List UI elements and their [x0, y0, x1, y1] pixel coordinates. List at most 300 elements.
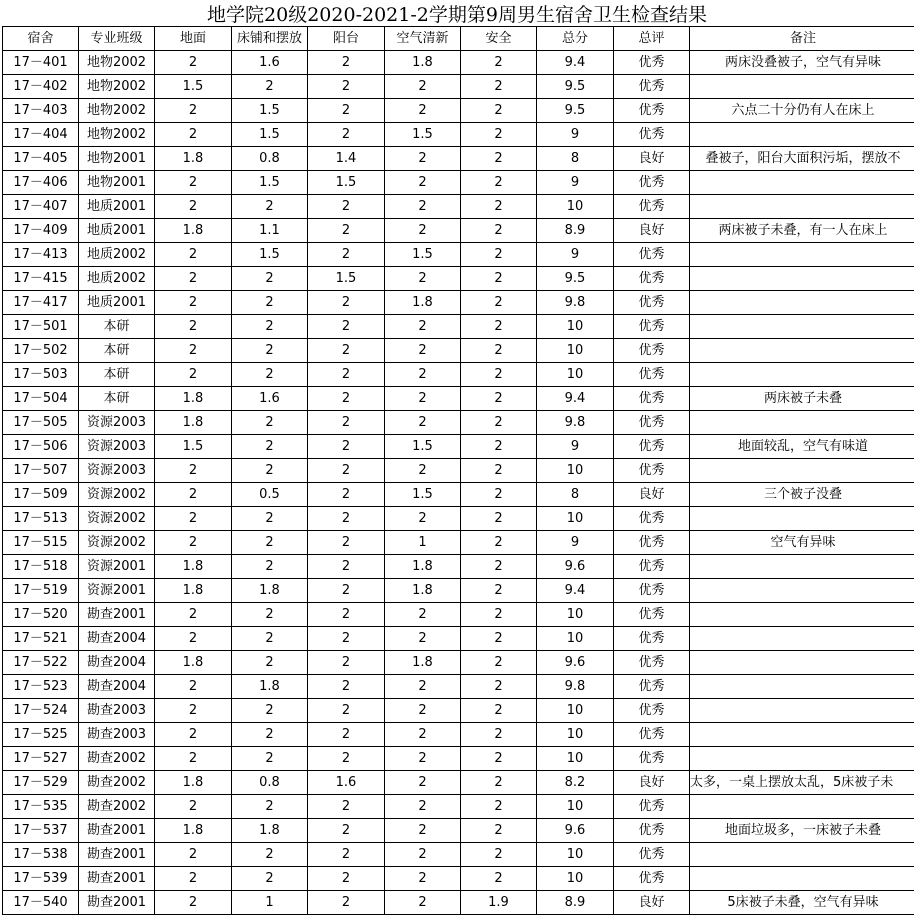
bed-score-cell[interactable]: 2: [232, 363, 308, 387]
total-score-cell[interactable]: 9.8: [537, 411, 614, 435]
balcony-score-cell[interactable]: 2: [308, 819, 385, 843]
air-score-cell[interactable]: 1.5: [385, 483, 461, 507]
air-score-cell[interactable]: 1.8: [385, 51, 461, 75]
rating-cell[interactable]: 优秀: [614, 507, 690, 531]
balcony-score-cell[interactable]: 2: [308, 579, 385, 603]
dorm-cell[interactable]: 17－503: [3, 363, 79, 387]
total-score-cell[interactable]: 10: [537, 195, 614, 219]
remarks-cell[interactable]: 两床被子未叠，有一人在床上: [690, 219, 914, 243]
rating-cell[interactable]: 优秀: [614, 411, 690, 435]
bed-score-cell[interactable]: 2: [232, 603, 308, 627]
dorm-cell[interactable]: 17－540: [3, 891, 79, 915]
air-score-cell[interactable]: 2: [385, 147, 461, 171]
bed-score-cell[interactable]: 1.6: [232, 387, 308, 411]
rating-cell[interactable]: 优秀: [614, 123, 690, 147]
class-cell[interactable]: 勘查2004: [79, 651, 155, 675]
air-score-cell[interactable]: 2: [385, 843, 461, 867]
bed-score-cell[interactable]: 0.8: [232, 147, 308, 171]
safety-score-cell[interactable]: 2: [461, 315, 537, 339]
header-cell-total[interactable]: 总分: [537, 27, 614, 51]
remarks-cell[interactable]: 叠被子，阳台大面积污垢，摆放不: [690, 147, 914, 171]
safety-score-cell[interactable]: 2: [461, 147, 537, 171]
floor-score-cell[interactable]: 2: [155, 51, 232, 75]
header-cell-floor[interactable]: 地面: [155, 27, 232, 51]
safety-score-cell[interactable]: 2: [461, 747, 537, 771]
safety-score-cell[interactable]: 2: [461, 171, 537, 195]
air-score-cell[interactable]: 2: [385, 195, 461, 219]
remarks-cell[interactable]: [690, 507, 914, 531]
class-cell[interactable]: 本研: [79, 363, 155, 387]
balcony-score-cell[interactable]: 1.5: [308, 267, 385, 291]
total-score-cell[interactable]: 10: [537, 843, 614, 867]
bed-score-cell[interactable]: 1.8: [232, 579, 308, 603]
rating-cell[interactable]: 优秀: [614, 627, 690, 651]
safety-score-cell[interactable]: 2: [461, 243, 537, 267]
air-score-cell[interactable]: 2: [385, 339, 461, 363]
safety-score-cell[interactable]: 2: [461, 291, 537, 315]
bed-score-cell[interactable]: 2: [232, 291, 308, 315]
class-cell[interactable]: 勘查2003: [79, 723, 155, 747]
dorm-cell[interactable]: 17－405: [3, 147, 79, 171]
floor-score-cell[interactable]: 2: [155, 339, 232, 363]
balcony-score-cell[interactable]: 2: [308, 723, 385, 747]
safety-score-cell[interactable]: 2: [461, 411, 537, 435]
total-score-cell[interactable]: 10: [537, 315, 614, 339]
header-cell-safety[interactable]: 安全: [461, 27, 537, 51]
floor-score-cell[interactable]: 1.5: [155, 75, 232, 99]
safety-score-cell[interactable]: 2: [461, 387, 537, 411]
floor-score-cell[interactable]: 2: [155, 459, 232, 483]
rating-cell[interactable]: 优秀: [614, 795, 690, 819]
air-score-cell[interactable]: 1.5: [385, 243, 461, 267]
remarks-cell[interactable]: [690, 75, 914, 99]
air-score-cell[interactable]: 2: [385, 603, 461, 627]
bed-score-cell[interactable]: 2: [232, 459, 308, 483]
total-score-cell[interactable]: 9.5: [537, 99, 614, 123]
bed-score-cell[interactable]: 1.5: [232, 99, 308, 123]
balcony-score-cell[interactable]: 2: [308, 555, 385, 579]
safety-score-cell[interactable]: 2: [461, 675, 537, 699]
class-cell[interactable]: 地物2001: [79, 171, 155, 195]
floor-score-cell[interactable]: 2: [155, 195, 232, 219]
safety-score-cell[interactable]: 2: [461, 795, 537, 819]
bed-score-cell[interactable]: 2: [232, 795, 308, 819]
bed-score-cell[interactable]: 2: [232, 723, 308, 747]
balcony-score-cell[interactable]: 2: [308, 51, 385, 75]
air-score-cell[interactable]: 2: [385, 795, 461, 819]
total-score-cell[interactable]: 9.6: [537, 555, 614, 579]
balcony-score-cell[interactable]: 2: [308, 315, 385, 339]
remarks-cell[interactable]: [690, 747, 914, 771]
balcony-score-cell[interactable]: 2: [308, 891, 385, 915]
class-cell[interactable]: 勘查2001: [79, 819, 155, 843]
class-cell[interactable]: 勘查2002: [79, 747, 155, 771]
header-cell-balcony[interactable]: 阳台: [308, 27, 385, 51]
dorm-cell[interactable]: 17－401: [3, 51, 79, 75]
air-score-cell[interactable]: 2: [385, 747, 461, 771]
floor-score-cell[interactable]: 2: [155, 627, 232, 651]
remarks-cell[interactable]: [690, 699, 914, 723]
total-score-cell[interactable]: 10: [537, 723, 614, 747]
rating-cell[interactable]: 优秀: [614, 555, 690, 579]
total-score-cell[interactable]: 9.4: [537, 579, 614, 603]
class-cell[interactable]: 地质2001: [79, 291, 155, 315]
floor-score-cell[interactable]: 1.5: [155, 435, 232, 459]
class-cell[interactable]: 地物2002: [79, 75, 155, 99]
remarks-cell[interactable]: [690, 195, 914, 219]
air-score-cell[interactable]: 2: [385, 675, 461, 699]
balcony-score-cell[interactable]: 1.4: [308, 147, 385, 171]
remarks-cell[interactable]: [690, 339, 914, 363]
air-score-cell[interactable]: 2: [385, 99, 461, 123]
safety-score-cell[interactable]: 2: [461, 507, 537, 531]
safety-score-cell[interactable]: 2: [461, 627, 537, 651]
dorm-cell[interactable]: 17－501: [3, 315, 79, 339]
remarks-cell[interactable]: [690, 795, 914, 819]
floor-score-cell[interactable]: 2: [155, 699, 232, 723]
rating-cell[interactable]: 良好: [614, 147, 690, 171]
floor-score-cell[interactable]: 2: [155, 291, 232, 315]
remarks-cell[interactable]: [690, 123, 914, 147]
class-cell[interactable]: 地物2002: [79, 99, 155, 123]
total-score-cell[interactable]: 10: [537, 507, 614, 531]
balcony-score-cell[interactable]: 2: [308, 531, 385, 555]
bed-score-cell[interactable]: 2: [232, 843, 308, 867]
dorm-cell[interactable]: 17－523: [3, 675, 79, 699]
dorm-cell[interactable]: 17－515: [3, 531, 79, 555]
rating-cell[interactable]: 优秀: [614, 339, 690, 363]
balcony-score-cell[interactable]: 2: [308, 387, 385, 411]
total-score-cell[interactable]: 10: [537, 747, 614, 771]
bed-score-cell[interactable]: 1.5: [232, 243, 308, 267]
floor-score-cell[interactable]: 2: [155, 867, 232, 891]
safety-score-cell[interactable]: 2: [461, 483, 537, 507]
rating-cell[interactable]: 优秀: [614, 363, 690, 387]
remarks-cell[interactable]: 两床被子未叠: [690, 387, 914, 411]
bed-score-cell[interactable]: 2: [232, 531, 308, 555]
remarks-cell[interactable]: [690, 363, 914, 387]
floor-score-cell[interactable]: 2: [155, 891, 232, 915]
floor-score-cell[interactable]: 2: [155, 795, 232, 819]
balcony-score-cell[interactable]: 2: [308, 483, 385, 507]
bed-score-cell[interactable]: 2: [232, 315, 308, 339]
air-score-cell[interactable]: 1.5: [385, 435, 461, 459]
remarks-cell[interactable]: [690, 723, 914, 747]
remarks-cell[interactable]: [690, 411, 914, 435]
class-cell[interactable]: 勘查2001: [79, 891, 155, 915]
bed-score-cell[interactable]: 2: [232, 267, 308, 291]
rating-cell[interactable]: 优秀: [614, 723, 690, 747]
class-cell[interactable]: 地质2001: [79, 195, 155, 219]
class-cell[interactable]: 本研: [79, 339, 155, 363]
air-score-cell[interactable]: 1.8: [385, 579, 461, 603]
balcony-score-cell[interactable]: 2: [308, 795, 385, 819]
balcony-score-cell[interactable]: 2: [308, 291, 385, 315]
balcony-score-cell[interactable]: 2: [308, 699, 385, 723]
safety-score-cell[interactable]: 2: [461, 195, 537, 219]
sheet-title[interactable]: 地学院20级2020-2021-2学期第9周男生宿舍卫生检查结果: [207, 3, 707, 26]
rating-cell[interactable]: 优秀: [614, 867, 690, 891]
dorm-cell[interactable]: 17－527: [3, 747, 79, 771]
remarks-cell[interactable]: [690, 555, 914, 579]
rating-cell[interactable]: 优秀: [614, 579, 690, 603]
class-cell[interactable]: 资源2002: [79, 483, 155, 507]
air-score-cell[interactable]: 1.8: [385, 651, 461, 675]
balcony-score-cell[interactable]: 2: [308, 195, 385, 219]
safety-score-cell[interactable]: 2: [461, 771, 537, 795]
remarks-cell[interactable]: [690, 579, 914, 603]
dorm-cell[interactable]: 17－539: [3, 867, 79, 891]
dorm-cell[interactable]: 17－413: [3, 243, 79, 267]
bed-score-cell[interactable]: 2: [232, 699, 308, 723]
balcony-score-cell[interactable]: 2: [308, 75, 385, 99]
balcony-score-cell[interactable]: 1.5: [308, 171, 385, 195]
safety-score-cell[interactable]: 2: [461, 363, 537, 387]
total-score-cell[interactable]: 10: [537, 627, 614, 651]
total-score-cell[interactable]: 10: [537, 459, 614, 483]
balcony-score-cell[interactable]: 2: [308, 99, 385, 123]
bed-score-cell[interactable]: 2: [232, 507, 308, 531]
rating-cell[interactable]: 优秀: [614, 819, 690, 843]
rating-cell[interactable]: 良好: [614, 771, 690, 795]
air-score-cell[interactable]: 2: [385, 363, 461, 387]
dorm-cell[interactable]: 17－504: [3, 387, 79, 411]
air-score-cell[interactable]: 2: [385, 219, 461, 243]
rating-cell[interactable]: 优秀: [614, 195, 690, 219]
floor-score-cell[interactable]: 2: [155, 675, 232, 699]
dorm-cell[interactable]: 17－415: [3, 267, 79, 291]
floor-score-cell[interactable]: 2: [155, 843, 232, 867]
remarks-cell[interactable]: 六点二十分仍有人在床上: [690, 99, 914, 123]
balcony-score-cell[interactable]: 2: [308, 627, 385, 651]
header-cell-remarks[interactable]: 备注: [690, 27, 914, 51]
floor-score-cell[interactable]: 1.8: [155, 651, 232, 675]
safety-score-cell[interactable]: 2: [461, 339, 537, 363]
safety-score-cell[interactable]: 2: [461, 723, 537, 747]
floor-score-cell[interactable]: 2: [155, 507, 232, 531]
floor-score-cell[interactable]: 2: [155, 531, 232, 555]
bed-score-cell[interactable]: 2: [232, 339, 308, 363]
safety-score-cell[interactable]: 2: [461, 843, 537, 867]
class-cell[interactable]: 资源2001: [79, 555, 155, 579]
floor-score-cell[interactable]: 2: [155, 603, 232, 627]
class-cell[interactable]: 资源2001: [79, 579, 155, 603]
remarks-cell[interactable]: [690, 315, 914, 339]
rating-cell[interactable]: 优秀: [614, 675, 690, 699]
floor-score-cell[interactable]: 1.8: [155, 219, 232, 243]
dorm-cell[interactable]: 17－505: [3, 411, 79, 435]
bed-score-cell[interactable]: 1.8: [232, 675, 308, 699]
class-cell[interactable]: 勘查2002: [79, 771, 155, 795]
balcony-score-cell[interactable]: 2: [308, 867, 385, 891]
dorm-cell[interactable]: 17－406: [3, 171, 79, 195]
bed-score-cell[interactable]: 0.5: [232, 483, 308, 507]
safety-score-cell[interactable]: 2: [461, 459, 537, 483]
remarks-cell[interactable]: [690, 243, 914, 267]
air-score-cell[interactable]: 2: [385, 771, 461, 795]
air-score-cell[interactable]: 2: [385, 267, 461, 291]
balcony-score-cell[interactable]: 1.6: [308, 771, 385, 795]
floor-score-cell[interactable]: 2: [155, 243, 232, 267]
total-score-cell[interactable]: 9: [537, 243, 614, 267]
total-score-cell[interactable]: 10: [537, 795, 614, 819]
floor-score-cell[interactable]: 1.8: [155, 579, 232, 603]
floor-score-cell[interactable]: 2: [155, 723, 232, 747]
balcony-score-cell[interactable]: 2: [308, 339, 385, 363]
class-cell[interactable]: 资源2002: [79, 507, 155, 531]
floor-score-cell[interactable]: 2: [155, 267, 232, 291]
total-score-cell[interactable]: 10: [537, 603, 614, 627]
header-cell-dorm[interactable]: 宿舍: [3, 27, 79, 51]
class-cell[interactable]: 勘查2004: [79, 675, 155, 699]
air-score-cell[interactable]: 2: [385, 627, 461, 651]
rating-cell[interactable]: 优秀: [614, 51, 690, 75]
safety-score-cell[interactable]: 2: [461, 267, 537, 291]
total-score-cell[interactable]: 10: [537, 363, 614, 387]
balcony-score-cell[interactable]: 2: [308, 603, 385, 627]
remarks-cell[interactable]: [690, 459, 914, 483]
safety-score-cell[interactable]: 2: [461, 579, 537, 603]
rating-cell[interactable]: 良好: [614, 891, 690, 915]
dorm-cell[interactable]: 17－407: [3, 195, 79, 219]
class-cell[interactable]: 勘查2003: [79, 699, 155, 723]
rating-cell[interactable]: 优秀: [614, 75, 690, 99]
class-cell[interactable]: 本研: [79, 315, 155, 339]
class-cell[interactable]: 地质2002: [79, 267, 155, 291]
total-score-cell[interactable]: 9: [537, 531, 614, 555]
class-cell[interactable]: 勘查2001: [79, 843, 155, 867]
header-cell-air[interactable]: 空气清新: [385, 27, 461, 51]
air-score-cell[interactable]: 2: [385, 819, 461, 843]
bed-score-cell[interactable]: 1: [232, 891, 308, 915]
balcony-score-cell[interactable]: 2: [308, 243, 385, 267]
rating-cell[interactable]: 优秀: [614, 699, 690, 723]
floor-score-cell[interactable]: 1.8: [155, 387, 232, 411]
remarks-cell[interactable]: [690, 675, 914, 699]
balcony-score-cell[interactable]: 2: [308, 507, 385, 531]
bed-score-cell[interactable]: 2: [232, 195, 308, 219]
floor-score-cell[interactable]: 2: [155, 747, 232, 771]
dorm-cell[interactable]: 17－509: [3, 483, 79, 507]
class-cell[interactable]: 资源2002: [79, 531, 155, 555]
safety-score-cell[interactable]: 2: [461, 819, 537, 843]
dorm-cell[interactable]: 17－521: [3, 627, 79, 651]
floor-score-cell[interactable]: 1.8: [155, 819, 232, 843]
bed-score-cell[interactable]: 2: [232, 555, 308, 579]
safety-score-cell[interactable]: 2: [461, 531, 537, 555]
balcony-score-cell[interactable]: 2: [308, 219, 385, 243]
class-cell[interactable]: 本研: [79, 387, 155, 411]
class-cell[interactable]: 勘查2001: [79, 867, 155, 891]
balcony-score-cell[interactable]: 2: [308, 675, 385, 699]
class-cell[interactable]: 地质2001: [79, 219, 155, 243]
total-score-cell[interactable]: 10: [537, 339, 614, 363]
air-score-cell[interactable]: 2: [385, 867, 461, 891]
total-score-cell[interactable]: 9.8: [537, 291, 614, 315]
air-score-cell[interactable]: 2: [385, 75, 461, 99]
class-cell[interactable]: 勘查2001: [79, 603, 155, 627]
rating-cell[interactable]: 优秀: [614, 435, 690, 459]
dorm-cell[interactable]: 17－535: [3, 795, 79, 819]
air-score-cell[interactable]: 2: [385, 315, 461, 339]
rating-cell[interactable]: 优秀: [614, 99, 690, 123]
safety-score-cell[interactable]: 2: [461, 219, 537, 243]
air-score-cell[interactable]: 2: [385, 387, 461, 411]
header-cell-rating[interactable]: 总评: [614, 27, 690, 51]
balcony-score-cell[interactable]: 2: [308, 843, 385, 867]
safety-score-cell[interactable]: 2: [461, 123, 537, 147]
class-cell[interactable]: 勘查2004: [79, 627, 155, 651]
dorm-cell[interactable]: 17－417: [3, 291, 79, 315]
dorm-cell[interactable]: 17－402: [3, 75, 79, 99]
rating-cell[interactable]: 优秀: [614, 747, 690, 771]
dorm-cell[interactable]: 17－538: [3, 843, 79, 867]
air-score-cell[interactable]: 2: [385, 723, 461, 747]
remarks-cell[interactable]: 地面垃圾多，一床被子未叠: [690, 819, 914, 843]
balcony-score-cell[interactable]: 2: [308, 651, 385, 675]
total-score-cell[interactable]: 9.6: [537, 651, 614, 675]
total-score-cell[interactable]: 8.9: [537, 219, 614, 243]
remarks-cell[interactable]: 地面较乱，空气有味道: [690, 435, 914, 459]
bed-score-cell[interactable]: 2: [232, 651, 308, 675]
dorm-cell[interactable]: 17－502: [3, 339, 79, 363]
safety-score-cell[interactable]: 2: [461, 435, 537, 459]
class-cell[interactable]: 地质2002: [79, 243, 155, 267]
remarks-cell[interactable]: [690, 651, 914, 675]
remarks-cell[interactable]: [690, 267, 914, 291]
total-score-cell[interactable]: 10: [537, 867, 614, 891]
total-score-cell[interactable]: 9.4: [537, 387, 614, 411]
safety-score-cell[interactable]: 2: [461, 99, 537, 123]
dorm-cell[interactable]: 17－522: [3, 651, 79, 675]
dorm-cell[interactable]: 17－507: [3, 459, 79, 483]
bed-score-cell[interactable]: 1.5: [232, 123, 308, 147]
floor-score-cell[interactable]: 2: [155, 363, 232, 387]
dorm-cell[interactable]: 17－518: [3, 555, 79, 579]
bed-score-cell[interactable]: 2: [232, 411, 308, 435]
floor-score-cell[interactable]: 1.8: [155, 771, 232, 795]
balcony-score-cell[interactable]: 2: [308, 459, 385, 483]
rating-cell[interactable]: 优秀: [614, 291, 690, 315]
dorm-cell[interactable]: 17－409: [3, 219, 79, 243]
remarks-cell[interactable]: 5床被子未叠，空气有异味: [690, 891, 914, 915]
air-score-cell[interactable]: 2: [385, 699, 461, 723]
rating-cell[interactable]: 优秀: [614, 387, 690, 411]
floor-score-cell[interactable]: 2: [155, 315, 232, 339]
remarks-cell[interactable]: 三个被子没叠: [690, 483, 914, 507]
class-cell[interactable]: 勘查2002: [79, 795, 155, 819]
bed-score-cell[interactable]: 2: [232, 435, 308, 459]
total-score-cell[interactable]: 10: [537, 699, 614, 723]
dorm-cell[interactable]: 17－525: [3, 723, 79, 747]
dorm-cell[interactable]: 17－404: [3, 123, 79, 147]
rating-cell[interactable]: 优秀: [614, 603, 690, 627]
bed-score-cell[interactable]: 1.5: [232, 171, 308, 195]
floor-score-cell[interactable]: 2: [155, 171, 232, 195]
total-score-cell[interactable]: 9.6: [537, 819, 614, 843]
safety-score-cell[interactable]: 2: [461, 555, 537, 579]
dorm-cell[interactable]: 17－519: [3, 579, 79, 603]
rating-cell[interactable]: 优秀: [614, 531, 690, 555]
remarks-cell[interactable]: [690, 627, 914, 651]
class-cell[interactable]: 资源2003: [79, 411, 155, 435]
total-score-cell[interactable]: 8: [537, 147, 614, 171]
bed-score-cell[interactable]: 1.1: [232, 219, 308, 243]
dorm-cell[interactable]: 17－403: [3, 99, 79, 123]
total-score-cell[interactable]: 9.4: [537, 51, 614, 75]
header-cell-class[interactable]: 专业班级: [79, 27, 155, 51]
total-score-cell[interactable]: 9: [537, 123, 614, 147]
